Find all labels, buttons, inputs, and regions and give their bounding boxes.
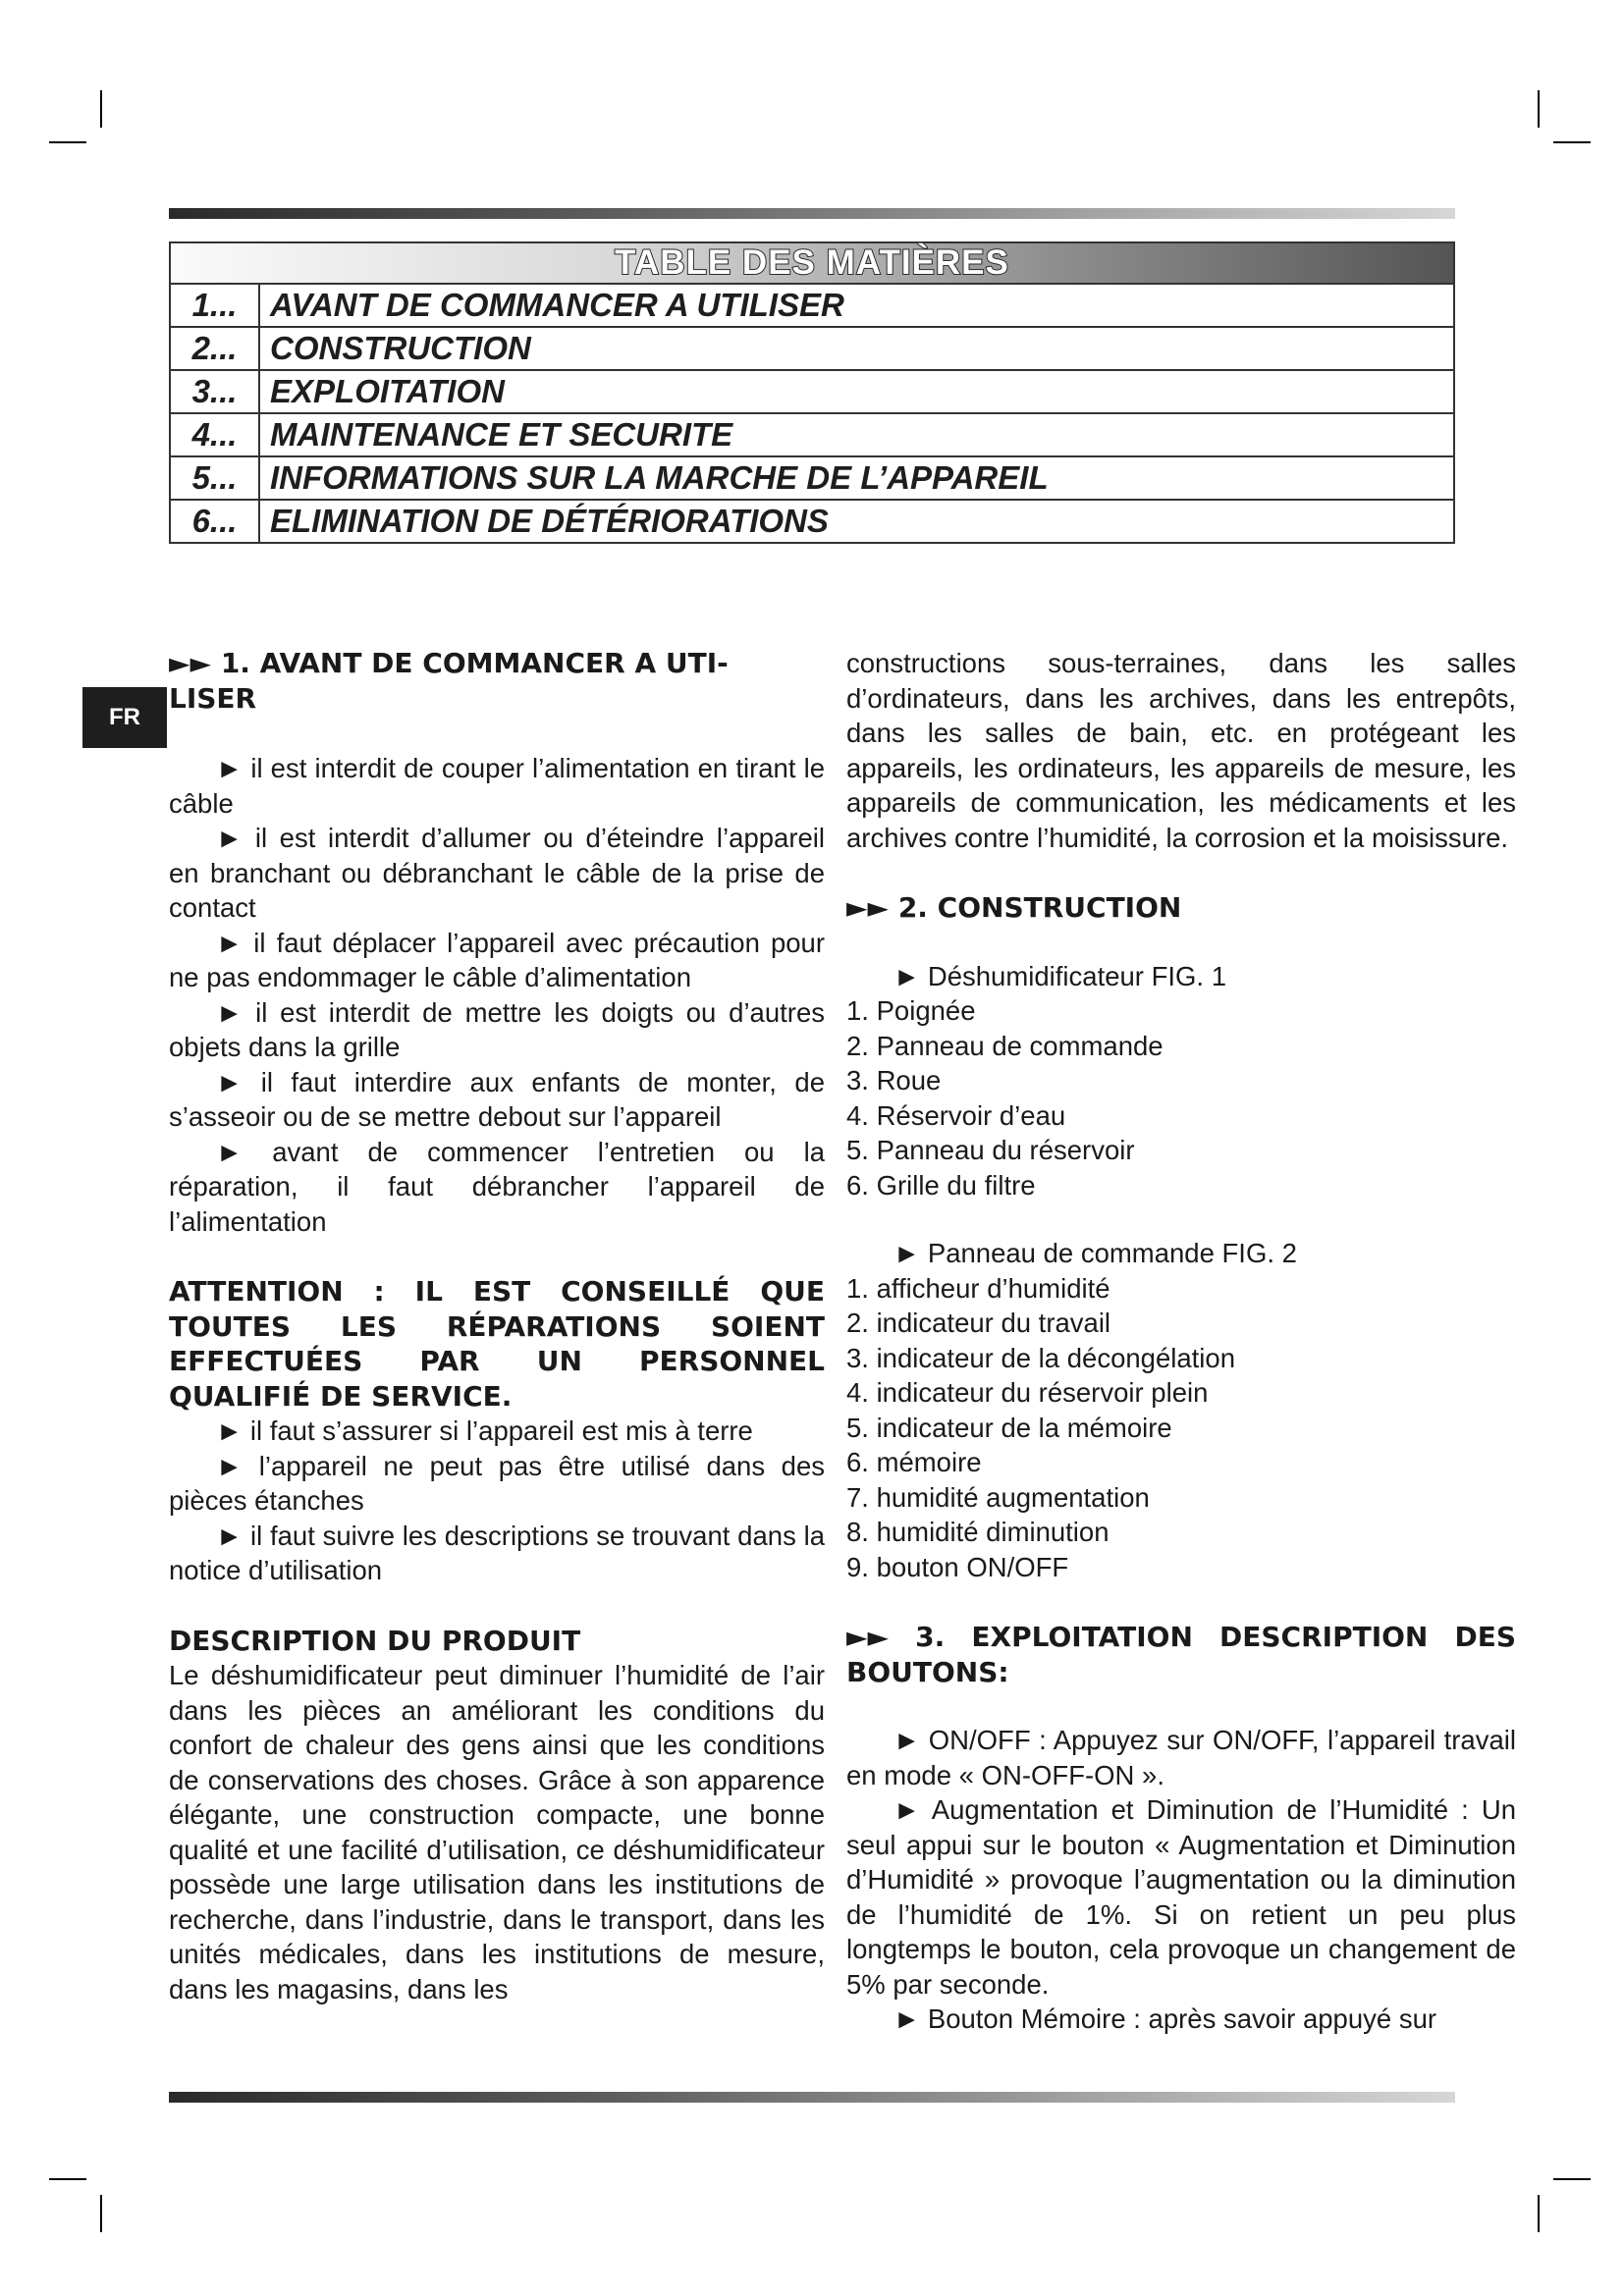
table-of-contents (169, 241, 1455, 544)
figure-2-label: ► Panneau de commande FIG. 2 (893, 1238, 1297, 1268)
product-description-text: Le déshumidificateur peut diminuer l’humidité de l’air dans les pièces an améliorant les conditions du confort de chaleur des gens ainsi que les conditions de conservations des choses. Grâce à son apparence élégante, une construction compacte, une bonne qualité et une facilité d’utilisation, ce déshumidificateur possède une large utilisation dans les institutions de recherche, dans l’industrie, dans le transport, dans les unités médicales, dans les institutions de mesure, dans les magasins, dans les (169, 1660, 825, 2004)
list-item: 4. Réservoir d’eau (846, 1099, 1066, 1131)
section-3-heading: ►► 3. EXPLOITATION DESCRIPTION DES BOUTONS: (846, 1621, 1516, 1688)
description-continued: constructions sous-terraines, dans les salles d’ordinateurs, dans les archives, dans les entrepôts, dans les salles de bain, etc. en protégeant les appareils, les ordinateurs, les appareils de mesure, les appareils de communication, les médicaments et les archives contre l’humidité, la corrosion et la moisissure. (846, 648, 1516, 853)
list-item: 6. Grille du filtre (846, 1169, 1036, 1201)
left-column (169, 646, 825, 2006)
crop-mark (100, 2195, 102, 2232)
list-item: 5. indicateur de la mémoire (846, 1412, 1172, 1443)
safety-bullet: ► l’appareil ne peut pas être utilisé dans des pièces étanches (169, 1450, 825, 1516)
toc-entry: EXPLOITATION (259, 370, 1454, 413)
toc-entry: INFORMATIONS SUR LA MARCHE DE L’APPAREIL (259, 456, 1454, 500)
toc-entry: MAINTENANCE ET SECURITE (259, 413, 1454, 456)
button-description: ► Augmentation et Diminution de l’Humidité : Un seul appui sur le bouton « Augmentation et Diminution d’Humidité » provoque l’augmentation ou la diminution de l’humidité de 1%. Si on retient un peu plus longtemps le bouton, cela provoque un changement de 5% par seconde. (846, 1794, 1516, 2000)
toc-row (170, 500, 1454, 543)
toc-row (170, 327, 1454, 370)
crop-mark (1553, 2178, 1591, 2180)
toc-number: 5... (170, 456, 259, 500)
crop-mark (1538, 2195, 1540, 2232)
list-item: 8. humidité diminution (846, 1517, 1110, 1547)
list-item: 1. afficheur d’humidité (846, 1272, 1110, 1304)
toc-entry: CONSTRUCTION (259, 327, 1454, 370)
safety-bullet: ► il faut s’assurer si l’appareil est mis à terre (216, 1415, 753, 1446)
crop-mark (49, 2178, 86, 2180)
attention-warning: ATTENTION : IL EST CONSEILLÉ QUE TOUTES LES RÉPARATIONS SOIENT EFFECTUÉES PAR UN PERSONNEL QUALIFIÉ DE SERVICE. (169, 1275, 825, 1413)
list-item: 1. Poignée (846, 995, 976, 1026)
header-rule (169, 208, 1455, 219)
safety-bullet: ► il est interdit d’allumer ou d’éteindre l’appareil en branchant ou débranchant le câble de la prise de contact (169, 823, 825, 923)
list-item: 5. Panneau du réservoir (846, 1135, 1135, 1165)
list-item: 9. bouton ON/OFF (846, 1551, 1069, 1582)
crop-mark (100, 90, 102, 128)
list-item: 7. humidité augmentation (846, 1481, 1150, 1513)
safety-bullet: ► il est interdit de couper l’alimentation en tirant le câble (169, 753, 825, 819)
crop-mark (49, 141, 86, 143)
toc-row (170, 370, 1454, 413)
list-item: 2. Panneau de commande (846, 1030, 1164, 1061)
toc-header (170, 242, 1454, 284)
safety-bullet: ► avant de commencer l’entretien ou la réparation, il faut débrancher l’appareil de l’alimentation (169, 1136, 825, 1237)
toc-row (170, 456, 1454, 500)
safety-bullet: ► il est interdit de mettre les doigts ou d’autres objets dans la grille (169, 996, 825, 1062)
language-tab: FR (82, 687, 167, 748)
crop-mark (1538, 90, 1540, 128)
list-item: 4. indicateur du réservoir plein (846, 1377, 1209, 1408)
toc-row (170, 413, 1454, 456)
toc-number: 4... (170, 413, 259, 456)
section-2-heading: ►► 2. CONSTRUCTION (846, 891, 1182, 924)
toc-number: 3... (170, 370, 259, 413)
toc-number: 1... (170, 284, 259, 327)
toc-number: 6... (170, 500, 259, 543)
safety-bullet: ► il faut interdire aux enfants de monter, de s’asseoir ou de se mettre debout sur l’appareil (169, 1066, 825, 1132)
button-description: ► ON/OFF : Appuyez sur ON/OFF, l’appareil travail en mode « ON-OFF-ON ». (846, 1725, 1516, 1790)
section-1-heading-cont: LISER (169, 681, 257, 715)
section-1-heading: ►► 1. AVANT DE COMMANCER A UTI- (169, 647, 729, 679)
toc-row (170, 284, 1454, 327)
product-description-heading: DESCRIPTION DU PRODUIT (169, 1624, 581, 1657)
figure-1-label: ► Déshumidificateur FIG. 1 (893, 960, 1226, 991)
list-item: 3. indicateur de la décongélation (846, 1342, 1235, 1373)
crop-mark (1553, 141, 1591, 143)
list-item: 3. Roue (846, 1065, 942, 1095)
toc-entry: ELIMINATION DE DÉTÉRIORATIONS (259, 500, 1454, 543)
footer-rule (169, 2092, 1455, 2103)
safety-bullet: ► il faut déplacer l’appareil avec précaution pour ne pas endommager le câble d’alimentation (169, 927, 825, 992)
list-item: 2. indicateur du travail (846, 1308, 1111, 1338)
toc-number: 2... (170, 327, 259, 370)
list-item: 6. mémoire (846, 1447, 982, 1477)
toc-entry: AVANT DE COMMANCER A UTILISER (259, 284, 1454, 327)
right-column (846, 646, 1516, 2037)
button-description: ► Bouton Mémoire : après savoir appuyé sur (893, 2003, 1437, 2034)
safety-bullet: ► il faut suivre les descriptions se trouvant dans la notice d’utilisation (169, 1520, 825, 1585)
toc-title: TABLE DES MATIÈRES (615, 243, 1009, 282)
